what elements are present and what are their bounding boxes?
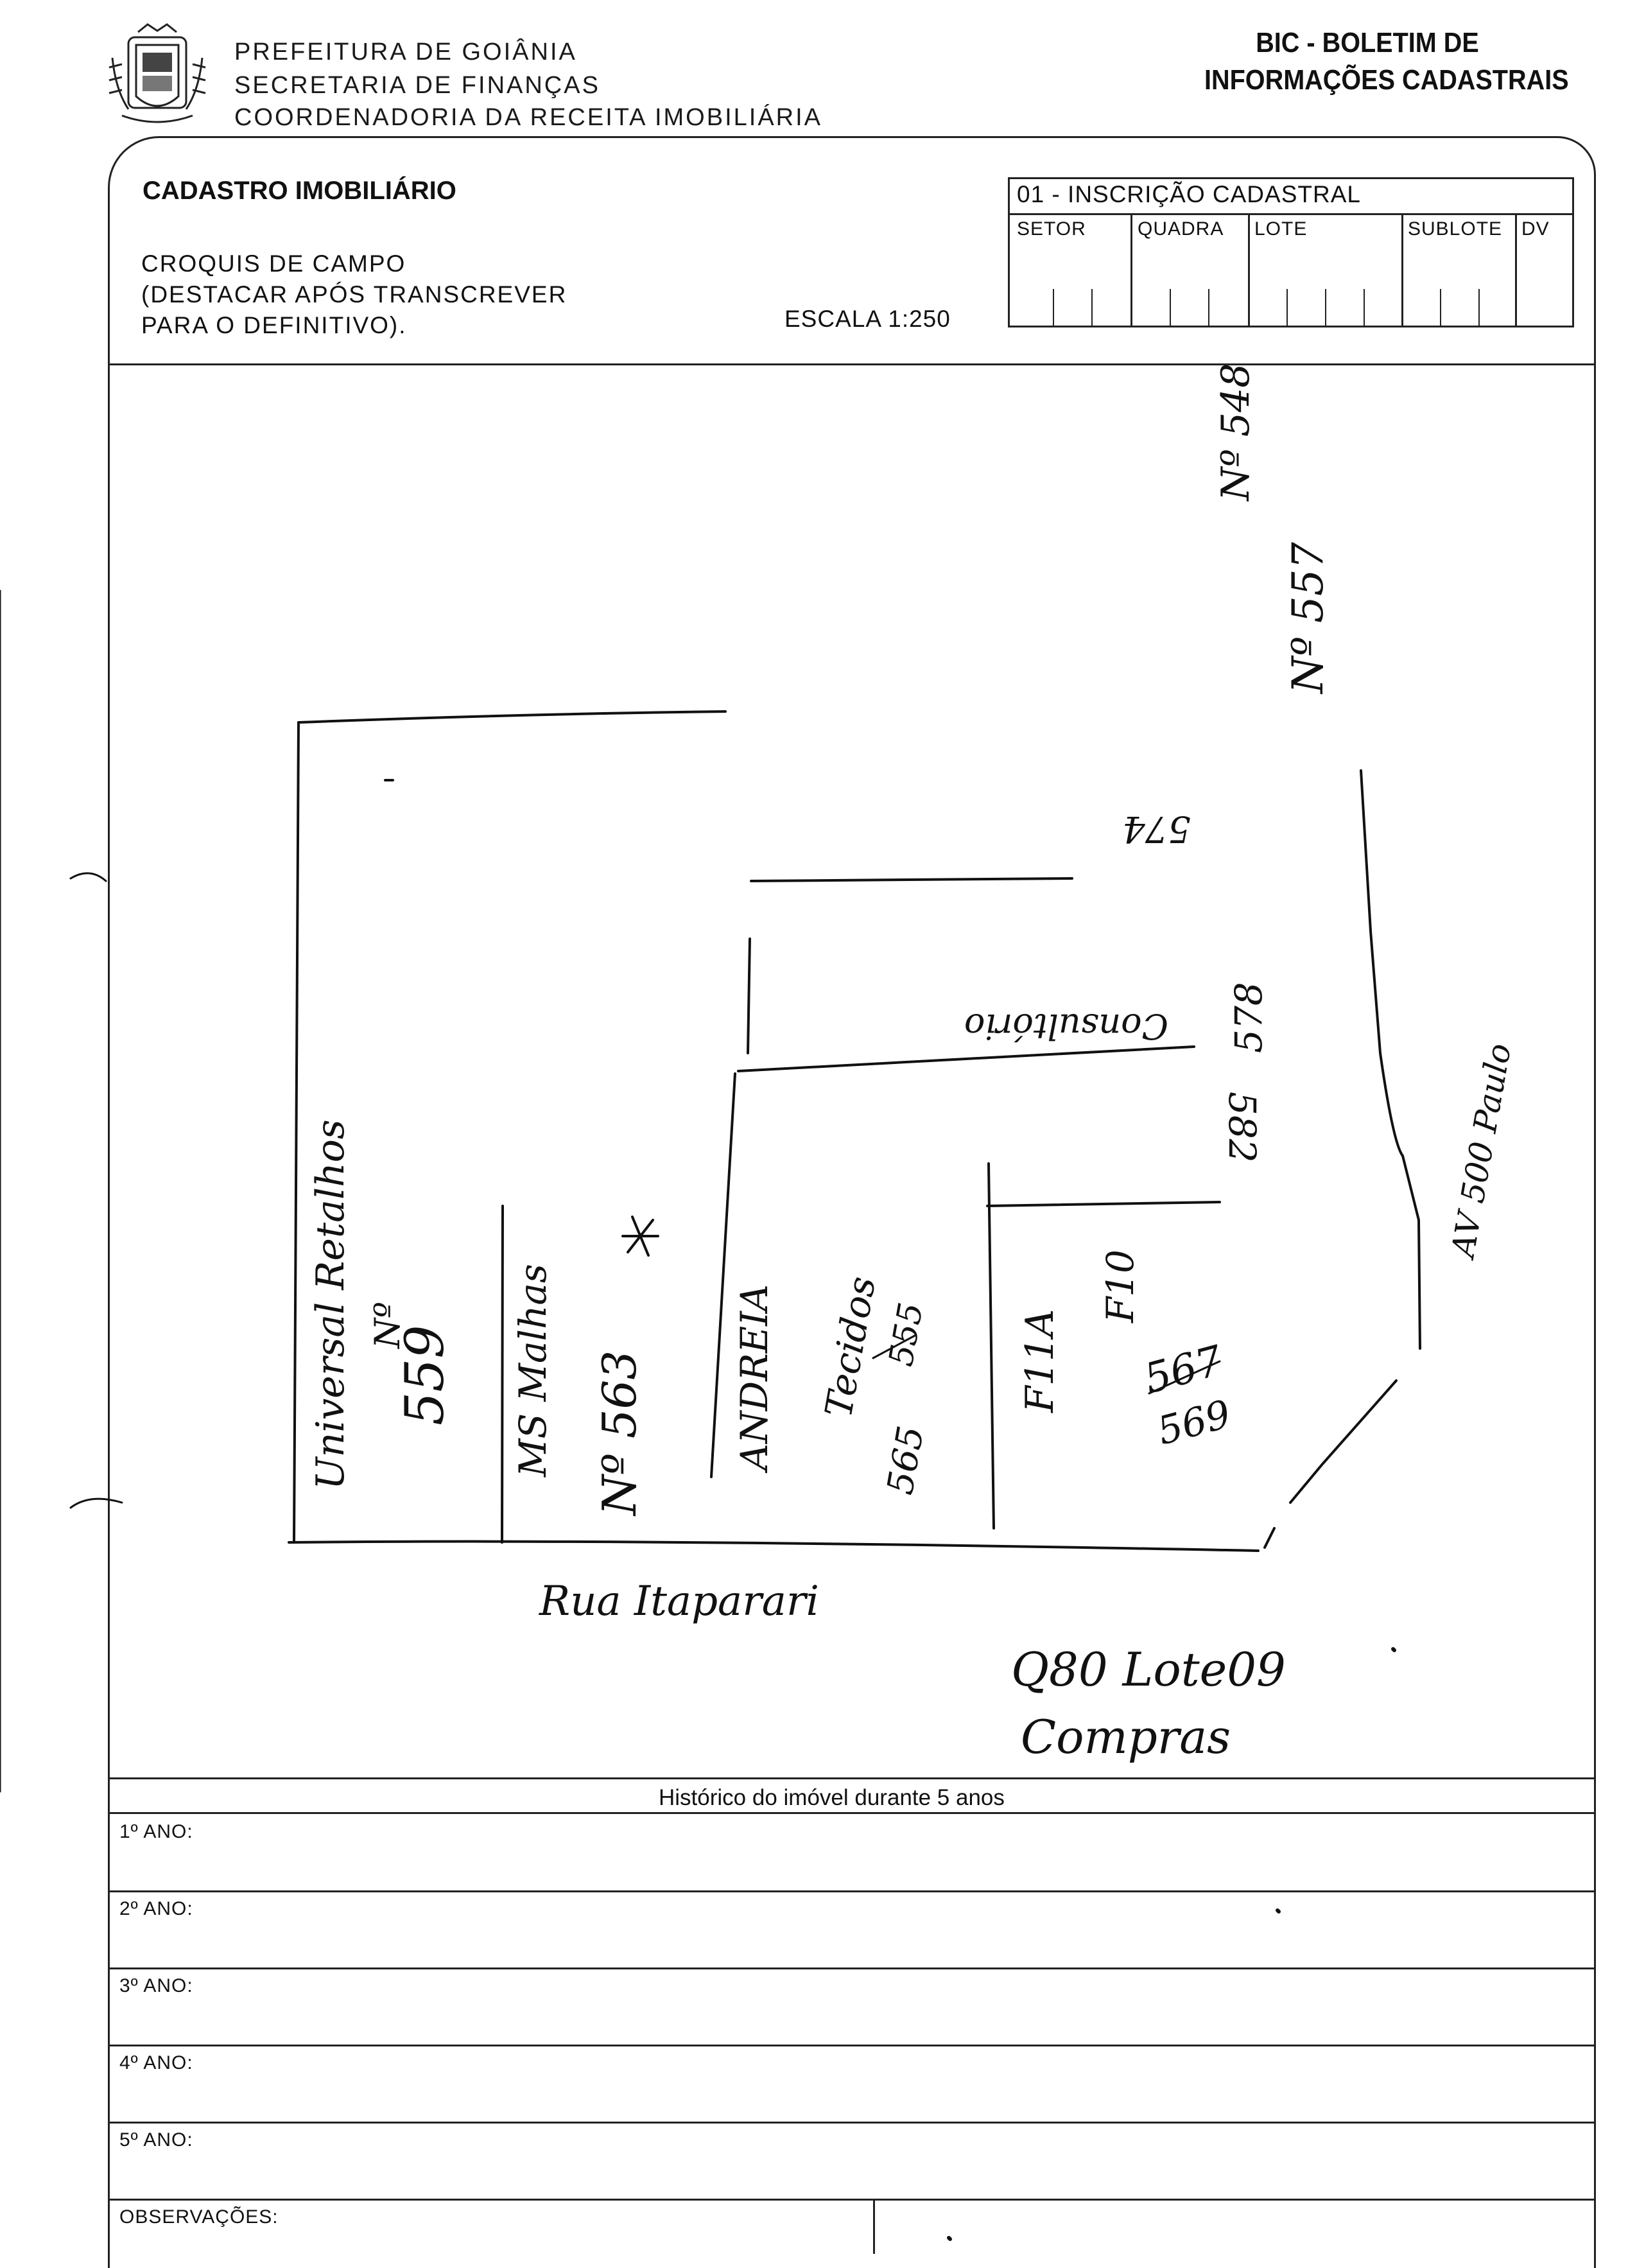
inscricao-divider (1008, 213, 1574, 215)
header-bottom-rule (108, 363, 1596, 365)
digit-tick (1325, 289, 1326, 327)
historico-header-rule (108, 1812, 1596, 1814)
label-ms: MS Malhas (511, 1264, 555, 1477)
col-divider (1248, 213, 1250, 327)
label-n567: 567 (1139, 1337, 1228, 1404)
header-prefeitura: PREFEITURA DE GOIÂNIA (234, 39, 577, 65)
label-f10: F10 (1098, 1249, 1142, 1323)
digit-tick (1478, 289, 1480, 327)
croquis-line-3: PARA O DEFINITIVO). (141, 312, 407, 338)
label-f11a: F11A (1018, 1309, 1062, 1413)
croquis-line-1: CROQUIS DE CAMPO (141, 250, 406, 277)
digit-tick (1053, 289, 1054, 327)
col-quadra: QUADRA (1138, 218, 1224, 240)
digit-tick (1170, 289, 1171, 327)
row-rule (108, 2199, 1596, 2201)
digit-tick (1091, 289, 1093, 327)
row-rule (108, 2045, 1596, 2046)
col-divider (1130, 213, 1132, 327)
header-secretaria: SECRETARIA DE FINANÇAS (234, 72, 600, 99)
label-n565: 565 (879, 1422, 933, 1498)
label-universal-no: Nº (367, 1302, 408, 1348)
col-divider (1401, 213, 1403, 327)
observacoes-label: OBSERVAÇÕES: (119, 2206, 279, 2228)
header-coordenadoria: COORDENADORIA DA RECEITA IMOBILIÁRIA (234, 104, 823, 131)
header-bic-title: BIC - BOLETIM DE (1256, 27, 1479, 58)
col-lote: LOTE (1254, 218, 1308, 240)
margin-mark (71, 873, 106, 881)
digit-tick (1286, 289, 1288, 327)
label-street: Rua Itaparari (539, 1578, 819, 1625)
form-frame (108, 136, 1596, 2268)
scale-label: ESCALA 1:250 (784, 306, 951, 332)
historico-row-1: 1º ANO: (119, 1821, 193, 1842)
row-rule (108, 1890, 1596, 1892)
label-quadra-lote: Q80 Lote09 (1011, 1643, 1286, 1697)
label-n548: Nº 548 (1213, 363, 1258, 501)
row-rule (108, 1967, 1596, 1969)
digit-tick (1208, 289, 1209, 327)
label-tecidos: Tecidos (816, 1273, 885, 1421)
label-avenue: AV 500 Paulo (1444, 1040, 1519, 1260)
digit-tick (1364, 289, 1365, 327)
digit-tick (1440, 289, 1441, 327)
header-bic-subtitle: INFORMAÇÕES CADASTRAIS (1204, 64, 1569, 96)
label-consultorio: Consultório (964, 1006, 1168, 1047)
historico-row-4: 4º ANO: (119, 2052, 193, 2073)
historico-title: Histórico do imóvel durante 5 anos (659, 1785, 1005, 1810)
observacoes-divider (873, 2199, 875, 2254)
col-divider (1515, 213, 1517, 327)
city-crest-logo (103, 19, 212, 128)
historico-row-2: 2º ANO: (119, 1898, 193, 1919)
col-sublote: SUBLOTE (1408, 218, 1503, 240)
label-n555: 555 (881, 1300, 931, 1370)
label-n582: 582 (1220, 1092, 1264, 1163)
label-andreia: ANDREIA (732, 1284, 776, 1470)
label-n559: 559 (395, 1325, 456, 1426)
label-ms-no: Nº 563 (593, 1350, 646, 1515)
historico-row-5: 5º ANO: (119, 2129, 193, 2150)
col-setor: SETOR (1017, 218, 1086, 240)
croquis-line-2: (DESTACAR APÓS TRANSCREVER (141, 281, 567, 308)
historico-top-rule (108, 1777, 1596, 1779)
historico-row-3: 3º ANO: (119, 1975, 193, 1996)
col-dv: DV (1521, 218, 1550, 240)
label-n557: Nº 557 (1283, 542, 1333, 693)
row-rule (108, 2122, 1596, 2124)
label-compras: Compras (1021, 1710, 1231, 1764)
label-universal: Universal Retalhos (308, 1119, 353, 1490)
label-n574: 574 (1122, 808, 1191, 850)
label-n578: 578 (1227, 982, 1270, 1053)
label-n569: 569 (1152, 1391, 1236, 1454)
inscricao-title: 01 - INSCRIÇÃO CADASTRAL (1017, 181, 1361, 207)
section-title: CADASTRO IMOBILIÁRIO (143, 177, 456, 205)
